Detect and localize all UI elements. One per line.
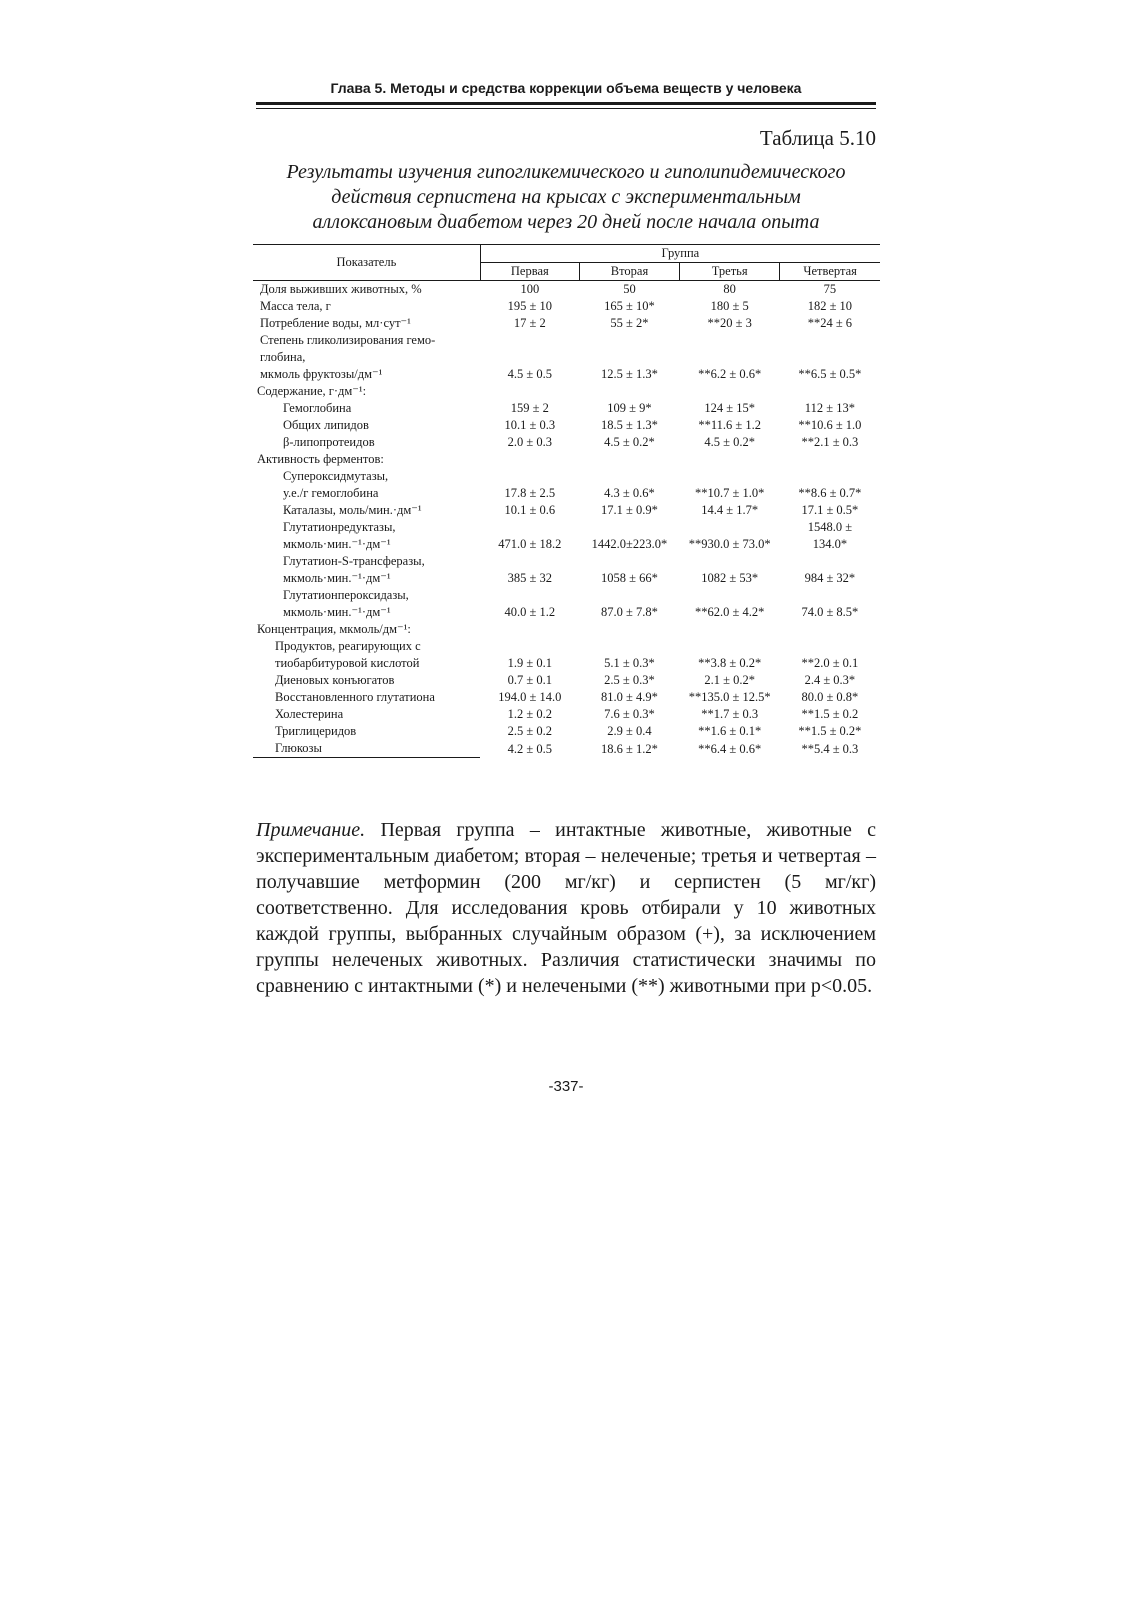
indicator-label: Глутатион-S-трансферазы, xyxy=(283,554,425,568)
value-cell: 14.4 ± 1.7* xyxy=(701,503,759,517)
caption-line: Результаты изучения гипогликемического и гиполипидемического xyxy=(286,161,846,183)
value-cell xyxy=(680,621,780,638)
table-number: Таблица 5.10 xyxy=(759,126,876,150)
indicator-label: Гемоглобина xyxy=(283,401,352,415)
indicator-label: мкмоль·мин.⁻¹·дм⁻¹ xyxy=(283,537,391,551)
header-group-1: Первая xyxy=(480,263,579,281)
value-cell: 4.3 ± 0.6* xyxy=(604,486,655,500)
indicator-label: мкмоль·мин.⁻¹·дм⁻¹ xyxy=(283,605,391,619)
indicator-label: Триглицеридов xyxy=(275,724,357,738)
value-cell: 165 ± 10* xyxy=(604,299,655,313)
header-group-3: Третья xyxy=(680,263,780,281)
value-cell: **20 ± 3 xyxy=(707,316,752,330)
note-text: Первая группа – интактные животные, животные с экспериментальным диабетом; вторая – нелеченые; третья и четвертая – получавшие метформин (200 мг/кг) и серпистен (5 мг/кг) соответственно. Для исследования кровь отбирали у 10 животных каждой группы, выбранных случайным образом (+), за исключением группы нелеченых животных. Различия статистически значимы по сравнению с интактными (*) и нелечеными (**) животными при р<0.05. xyxy=(256,819,876,997)
header-rule xyxy=(256,102,876,105)
value-cell: 2.1 ± 0.2* xyxy=(704,673,755,687)
value-cell: 40.0 ± 1.2 xyxy=(504,605,556,619)
value-cell: **3.8 ± 0.2* xyxy=(698,656,762,670)
indicator-cell xyxy=(253,519,480,553)
table-row xyxy=(253,706,880,723)
indicator-label: Концентрация, мкмоль/дм⁻¹: xyxy=(257,622,411,636)
value-cell: 109 ± 9* xyxy=(607,401,652,415)
indicator-label: Общих липидов xyxy=(283,418,369,432)
value-cell: 2.0 ± 0.3 xyxy=(507,435,552,449)
value-cell: 50 xyxy=(623,282,636,296)
value-cell: **5.4 ± 0.3 xyxy=(801,741,859,756)
table-row xyxy=(253,621,880,638)
indicator-cell xyxy=(253,740,480,758)
value-cell xyxy=(680,451,780,468)
indicator-cell xyxy=(253,553,480,587)
indicator-cell xyxy=(253,332,480,383)
value-cell: 112 ± 13* xyxy=(804,401,855,415)
header-rule-thin xyxy=(256,108,876,109)
value-cell: 180 ± 5 xyxy=(710,299,749,313)
value-cell: 2.5 ± 0.2 xyxy=(507,724,552,738)
value-cell: 80.0 ± 0.8* xyxy=(801,690,859,704)
indicator-label: Степень гликолизирования гемо- xyxy=(260,333,436,347)
value-cell: 87.0 ± 7.8* xyxy=(601,605,658,619)
table-row xyxy=(253,451,880,468)
value-cell: 74.0 ± 8.5* xyxy=(801,605,859,619)
table-row xyxy=(253,468,880,502)
indicator-label: Глюкозы xyxy=(275,741,322,755)
value-cell: 75 xyxy=(823,282,837,296)
table-row xyxy=(253,281,880,299)
value-cell: 984 ± 32* xyxy=(804,571,856,585)
value-cell: 195 ± 10 xyxy=(507,299,552,313)
value-cell xyxy=(780,383,880,400)
indicator-cell xyxy=(253,383,480,400)
indicator-label: тиобарбитуровой кислотой xyxy=(275,656,420,670)
table-row xyxy=(253,298,880,315)
value-cell: 5.1 ± 0.3* xyxy=(604,656,655,670)
value-cell: **1.6 ± 0.1* xyxy=(698,724,762,738)
indicator-cell xyxy=(253,434,480,451)
indicator-cell xyxy=(253,723,480,740)
header-indicator: Показатель xyxy=(253,245,480,281)
table-caption xyxy=(256,160,876,235)
indicator-label: мкмоль·мин.⁻¹·дм⁻¹ xyxy=(283,571,391,585)
indicator-label: Глутатионредуктазы, xyxy=(283,520,396,534)
value-cell: 55 ± 2* xyxy=(610,316,649,330)
value-cell: 4.2 ± 0.5 xyxy=(507,741,552,756)
value-cell: **930.0 ± 73.0* xyxy=(688,537,771,551)
header-group-4: Четвертая xyxy=(780,263,880,281)
note-label: Примечание. xyxy=(256,819,366,841)
indicator-cell xyxy=(253,621,480,638)
value-cell xyxy=(579,451,679,468)
caption-line: действия серпистена на крысах с экспериментальным xyxy=(331,186,801,208)
value-cell: 1.2 ± 0.2 xyxy=(507,707,552,721)
value-cell: **6.2 ± 0.6* xyxy=(698,367,762,381)
value-cell xyxy=(579,383,679,400)
value-cell: **135.0 ± 12.5* xyxy=(688,690,771,704)
table-row xyxy=(253,434,880,451)
table-row xyxy=(253,672,880,689)
indicator-label: Потребление воды, мл·сут⁻¹ xyxy=(260,316,411,330)
value-cell: 2.9 ± 0.4 xyxy=(607,724,652,738)
table-row xyxy=(253,400,880,417)
value-cell: 7.6 ± 0.3* xyxy=(604,707,655,721)
value-cell: 4.5 ± 0.2* xyxy=(704,435,755,449)
value-cell: 4.5 ± 0.5 xyxy=(507,367,552,381)
table-row xyxy=(253,315,880,332)
indicator-label: Супероксидмутазы, xyxy=(283,469,389,483)
header-group-2: Вторая xyxy=(579,263,679,281)
indicator-cell xyxy=(253,315,480,332)
value-cell: 182 ± 10 xyxy=(807,299,853,313)
table-row xyxy=(253,723,880,740)
value-cell: **11.6 ± 1.2 xyxy=(698,418,761,432)
value-cell: 10.1 ± 0.6 xyxy=(504,503,556,517)
indicator-cell xyxy=(253,672,480,689)
value-cell xyxy=(480,451,579,468)
indicator-label: Восстановленного глутатиона xyxy=(275,690,435,704)
value-cell: **1.5 ± 0.2 xyxy=(801,707,859,721)
value-cell: **2.1 ± 0.3 xyxy=(801,435,859,449)
value-cell: 80 xyxy=(723,282,736,296)
table-row xyxy=(253,689,880,706)
value-cell: 2.4 ± 0.3* xyxy=(804,673,856,687)
indicator-label: Активность ферментов: xyxy=(257,452,384,466)
value-cell: **10.7 ± 1.0* xyxy=(694,486,765,500)
indicator-cell xyxy=(253,502,480,519)
table-note xyxy=(256,817,876,999)
indicator-label: глобина, xyxy=(260,350,306,364)
indicator-cell xyxy=(253,281,480,299)
indicator-label: Диеновых конъюгатов xyxy=(275,673,395,687)
value-cell: 1.9 ± 0.1 xyxy=(507,656,552,670)
running-header: Глава 5. Методы и средства коррекции объема веществ у человека xyxy=(330,80,802,96)
indicator-cell xyxy=(253,468,480,502)
value-cell: 17.8 ± 2.5 xyxy=(504,486,556,500)
value-cell: 81.0 ± 4.9* xyxy=(601,690,658,704)
table-row xyxy=(253,587,880,621)
value-cell: **8.6 ± 0.7* xyxy=(798,486,862,500)
value-cell xyxy=(579,621,679,638)
header-group: Группа xyxy=(480,245,880,263)
value-cell: 1548.0 ± 134.0* xyxy=(807,520,853,551)
value-cell: 0.7 ± 0.1 xyxy=(507,673,552,687)
value-cell: **24 ± 6 xyxy=(807,316,853,330)
table-row xyxy=(253,502,880,519)
value-cell xyxy=(480,621,579,638)
value-cell: 17.1 ± 0.9* xyxy=(601,503,658,517)
value-cell: 1442.0±223.0* xyxy=(591,537,668,551)
value-cell: **62.0 ± 4.2* xyxy=(694,605,765,619)
value-cell: **1.5 ± 0.2* xyxy=(798,724,862,738)
indicator-cell xyxy=(253,417,480,434)
value-cell xyxy=(480,383,579,400)
page-number: -337- xyxy=(548,1078,584,1095)
value-cell: 4.5 ± 0.2* xyxy=(604,435,655,449)
indicator-cell xyxy=(253,706,480,723)
indicator-cell xyxy=(253,587,480,621)
table-row xyxy=(253,417,880,434)
value-cell: 194.0 ± 14.0 xyxy=(498,690,562,704)
indicator-label: Масса тела, г xyxy=(260,299,331,313)
value-cell: 385 ± 32 xyxy=(507,571,552,585)
value-cell xyxy=(780,621,880,638)
value-cell: 1058 ± 66* xyxy=(601,571,658,585)
value-cell: 1082 ± 53* xyxy=(701,571,759,585)
value-cell: **6.4 ± 0.6* xyxy=(698,741,762,756)
table-row xyxy=(253,332,880,383)
indicator-label: β-липопротеидов xyxy=(283,435,375,449)
indicator-cell xyxy=(253,298,480,315)
indicator-cell xyxy=(253,451,480,468)
value-cell: 124 ± 15* xyxy=(704,401,755,415)
indicator-label: мкмоль фруктозы/дм⁻¹ xyxy=(260,367,383,381)
value-cell: 2.5 ± 0.3* xyxy=(604,673,655,687)
indicator-cell xyxy=(253,638,480,672)
value-cell: **2.0 ± 0.1 xyxy=(801,656,859,670)
value-cell: 10.1 ± 0.3 xyxy=(504,418,556,432)
indicator-cell xyxy=(253,689,480,706)
value-cell: **1.7 ± 0.3 xyxy=(701,707,759,721)
indicator-label: Продуктов, реагирующих с xyxy=(275,639,421,653)
results-table xyxy=(253,244,880,758)
value-cell: 159 ± 2 xyxy=(510,401,549,415)
caption-line: аллоксановым диабетом через 20 дней после начала опыта xyxy=(312,211,820,233)
value-cell: **10.6 ± 1.0 xyxy=(798,418,862,432)
indicator-label: Холестерина xyxy=(275,707,344,721)
table-row xyxy=(253,740,880,758)
value-cell: **6.5 ± 0.5* xyxy=(798,367,862,381)
value-cell: 18.5 ± 1.3* xyxy=(601,418,658,432)
value-cell: 18.6 ± 1.2* xyxy=(601,741,658,756)
table-row xyxy=(253,638,880,672)
table-row xyxy=(253,383,880,400)
table-row xyxy=(253,553,880,587)
value-cell: 471.0 ± 18.2 xyxy=(498,537,562,551)
indicator-label: Каталазы, моль/мин.·дм⁻¹ xyxy=(283,503,422,517)
indicator-cell xyxy=(253,400,480,417)
value-cell: 17 ± 2 xyxy=(513,316,546,330)
indicator-label: у.е./г гемоглобина xyxy=(283,486,379,500)
value-cell xyxy=(780,451,880,468)
value-cell: 12.5 ± 1.3* xyxy=(601,367,658,381)
table-row xyxy=(253,519,880,553)
indicator-label: Содержание, г·дм⁻¹: xyxy=(257,384,367,398)
value-cell: 17.1 ± 0.5* xyxy=(801,503,859,517)
value-cell: 100 xyxy=(520,282,540,296)
indicator-label: Доля выживших животных, % xyxy=(260,282,422,296)
value-cell xyxy=(680,383,780,400)
indicator-label: Глутатионпероксидазы, xyxy=(283,588,409,602)
table-body xyxy=(253,281,880,758)
